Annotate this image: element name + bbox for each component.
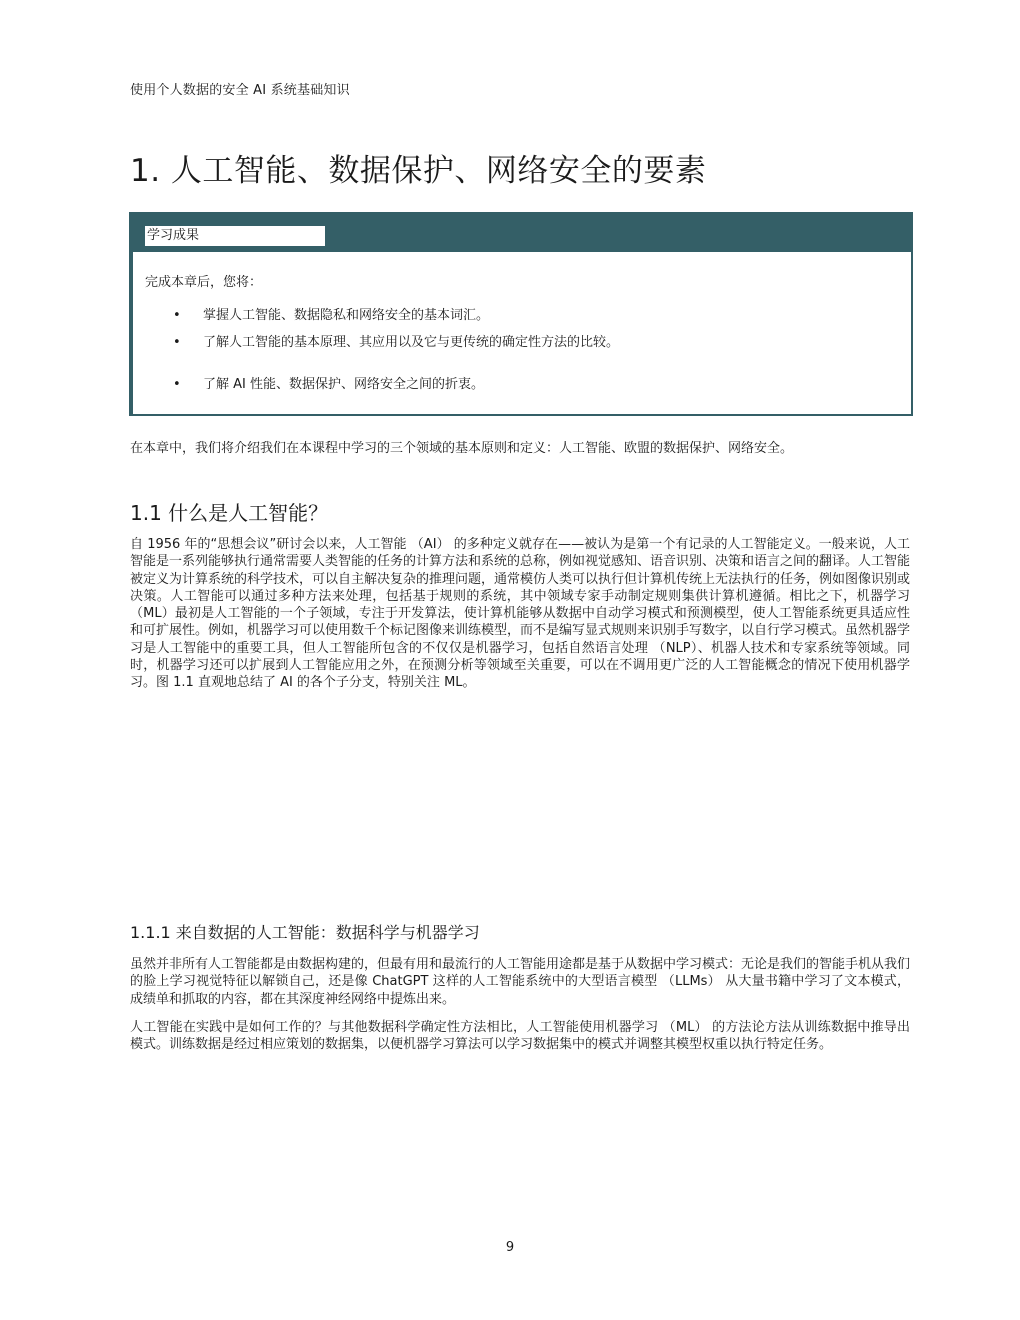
- learning-outcome-item: [173, 373, 484, 392]
- learning-outcomes-intro: 完成本章后，您将：: [145, 275, 263, 290]
- learning-outcome-text: 掌握人工智能、数据隐私和网络安全的基本词汇。: [203, 308, 490, 323]
- page-number: 9: [505, 1240, 515, 1255]
- section-1-1-1-paragraph-2: 人工智能在实践中是如何工作的？与其他数据科学确定性方法相比，人工智能使用机器学习 （ML） 的方法论方法从训练数据中推导出模式。训练数据是经过相应策划的数据集，以便机器学习算法可以学习数据集中的模式并调整其模型权重以执行特定任务。: [130, 1020, 910, 1053]
- section-1-1-paragraph: 自 1956 年的“思想会议”研讨会以来，人工智能 （AI） 的多种定义就存在——被认为是第一个有记录的人工智能定义。一般来说，人工智能是一系列能够执行通常需要人类智能的任务的计算方法和系统的总称，例如视觉感知、语音识别、决策和语言之间的翻译。人工智能被定义为计算系统的科学技术，可以自主解决复杂的推理问题，通常模仿人类可以执行但计算机传统上无法执行的任务，例如图像识别或决策。人工智能可以通过多种方法来处理，包括基于规则的系统，其中领域专家手动制定规则集供计算机遵循。相比之下，机器学习（ML）最初是人工智能的一个子领域，专注于开发算法，使计算机能够从数据中自动学习模式和预测模型，使人工智能系统更具适应性和可扩展性。例如，机器学习可以使用数千个标记图像来训练模型，而不是编写显式规则来识别手写数字，以自行学习模式。虽然机器学习是人工智能中的重要工具，但人工智能所包含的不仅仅是机器学习，包括自然语言处理 （NLP）、机器人技术和专家系统等领域。同时，机器学习还可以扩展到人工智能应用之外，在预测分析等领域至关重要，可以在不调用更广泛的人工智能概念的情况下使用机器学习。图 1.1 直观地总结了 AI 的各个子分支，特别关注 ML。: [130, 537, 911, 691]
- learning-outcomes-label: 学习成果: [145, 226, 325, 246]
- bullet-icon: •: [173, 377, 181, 392]
- bullet-icon: •: [173, 308, 181, 323]
- section-1-1-1-paragraph-1: 虽然并非所有人工智能都是由数据构建的，但最有用和最流行的人工智能用途都是基于从数据中学习模式：无论是我们的智能手机从我们的脸上学习视觉特征以解锁自己，还是像 ChatGPT 这样的人工智能系统中的大型语言模型 （LLMs） 从大量书籍中学习了文本模式， 成绩单和抓取的内容，都在其深度神经网络中提炼出来。: [130, 957, 911, 1007]
- learning-outcome-item: [173, 331, 619, 350]
- section-heading-1-1-1: 1.1.1 来自数据的人工智能：数据科学与机器学习: [130, 923, 480, 942]
- chapter-title: 1. 人工智能、数据保护、网络安全的要素: [130, 153, 707, 189]
- section-heading-1-1: 1.1 什么是人工智能？: [130, 501, 329, 525]
- learning-outcomes-header: [133, 214, 911, 252]
- learning-outcome-text: 了解 AI 性能、数据保护、网络安全之间的折衷。: [203, 377, 484, 392]
- learning-outcome-item: [173, 304, 489, 323]
- chapter-intro-paragraph: 在本章中，我们将介绍我们在本课程中学习的三个领域的基本原则和定义：人工智能、欧盟的数据保护、网络安全。: [130, 441, 794, 456]
- learning-outcomes-box: [129, 212, 913, 416]
- bullet-icon: •: [173, 335, 181, 350]
- learning-outcome-text: 了解人工智能的基本原理、其应用以及它与更传统的确定性方法的比较。: [203, 335, 620, 350]
- running-header: 使用个人数据的安全 AI 系统基础知识: [130, 83, 350, 98]
